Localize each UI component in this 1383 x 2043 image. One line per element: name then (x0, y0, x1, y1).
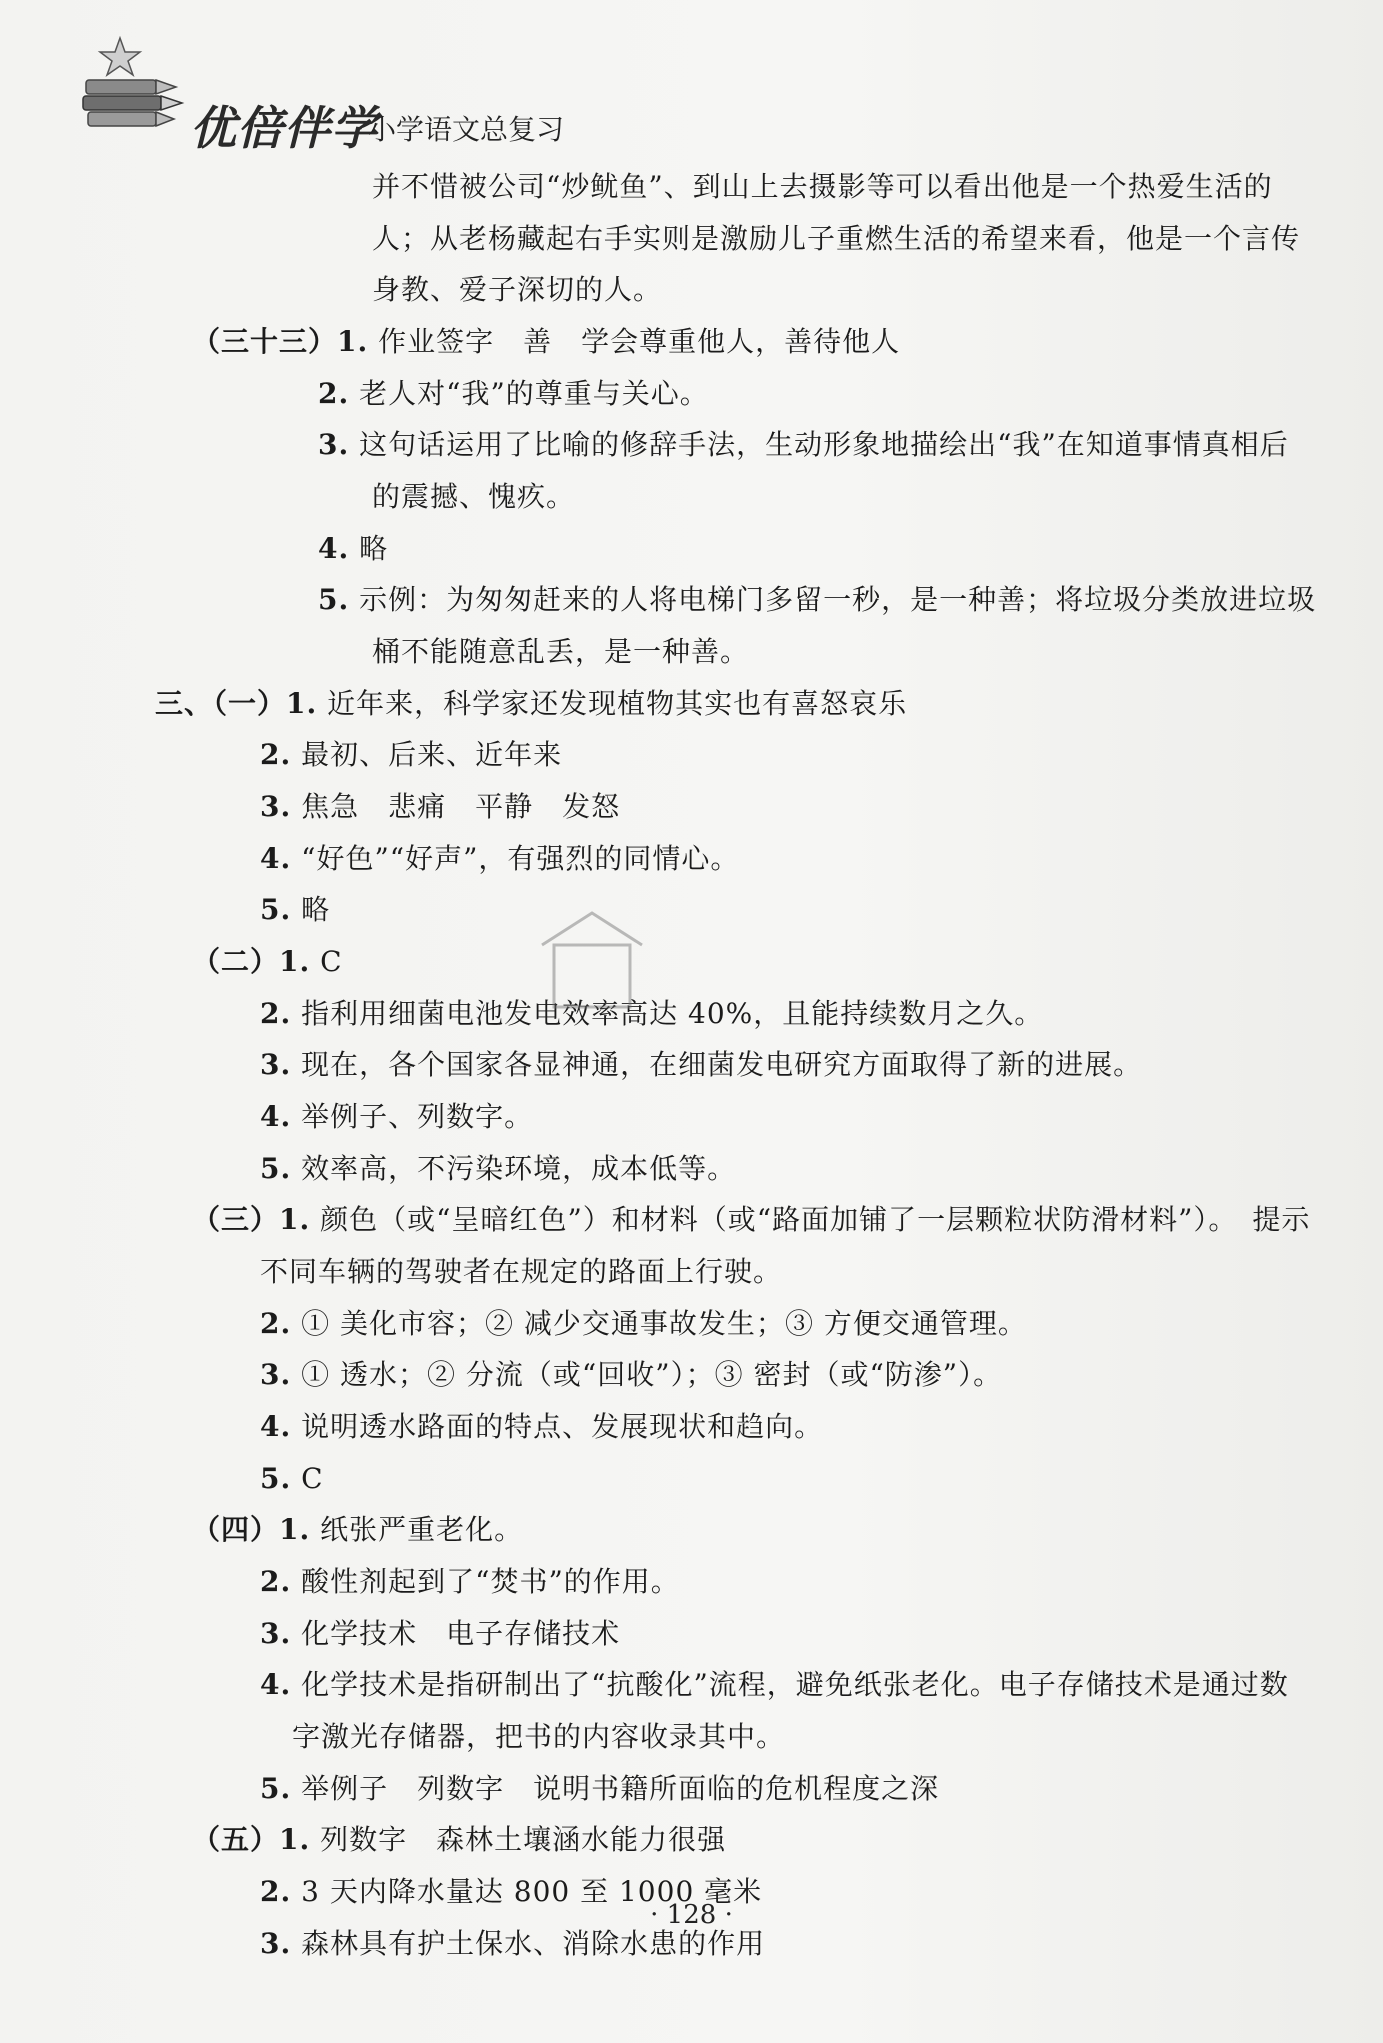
answer-line (260, 1304, 1027, 1344)
answer-line (192, 322, 900, 362)
answer-text: 作业签字 善 学会尊重他人，善待他人 (368, 325, 901, 358)
answer-line (372, 270, 662, 310)
answer-text: 举例子 列数字 说明书籍所面临的危机程度之深 (291, 1772, 940, 1805)
answer-line (260, 1097, 533, 1137)
answer-text: 人；从老杨藏起右手实则是激励儿子重燃生活的希望来看，他是一个言传 (372, 222, 1301, 255)
answer-text: 略 (291, 893, 331, 926)
page-number: · 128 · (650, 1900, 733, 1930)
question-number: 4. (260, 1668, 292, 1701)
question-number: 4. (260, 1410, 292, 1443)
answer-text: 颜色（或“呈暗红色”）和材料（或“路面加铺了一层颗粒状防滑材料”）。 提示 (310, 1203, 1311, 1236)
question-number: 2. (260, 1307, 292, 1340)
question-number: 4. (260, 842, 292, 875)
answer-text: “好色”“好声”，有强烈的同情心。 (291, 842, 740, 875)
answer-text: 不同车辆的驾驶者在规定的路面上行驶。 (260, 1255, 783, 1288)
answer-line (260, 1045, 1142, 1085)
answer-text: 说明透水路面的特点、发展现状和趋向。 (291, 1410, 824, 1443)
answer-text: 身教、爱子深切的人。 (372, 273, 663, 306)
answer-text: 桶不能随意乱丢，是一种善。 (372, 635, 750, 668)
question-number: 3. (260, 1617, 292, 1650)
question-number: 4. (318, 532, 350, 565)
answer-text: 列数字 森林土壤涵水能力很强 (310, 1823, 727, 1856)
answer-line (260, 1769, 939, 1809)
answer-line (192, 942, 343, 982)
answer-line (260, 1407, 823, 1447)
answer-text: 化学技术 电子存储技术 (291, 1617, 621, 1650)
answer-text: 酸性剂起到了“焚书”的作用。 (291, 1565, 680, 1598)
answer-text: 最初、后来、近年来 (291, 738, 563, 771)
answer-text: 这句话运用了比喻的修辞手法，生动形象地描绘出“我”在知道事情真相后 (349, 428, 1289, 461)
answer-text: 举例子、列数字。 (291, 1100, 534, 1133)
question-number: 3. (260, 790, 292, 823)
answer-line (318, 529, 388, 569)
question-number: 3. (260, 1358, 292, 1391)
question-number: 2. (318, 377, 350, 410)
answer-line (192, 1200, 1310, 1240)
answer-line (192, 1510, 523, 1550)
answer-text: C (291, 1462, 324, 1495)
answer-text: 字激光存储器，把书的内容收录其中。 (292, 1720, 786, 1753)
answer-text: 现在，各个国家各显神通，在细菌发电研究方面取得了新的进展。 (291, 1048, 1143, 1081)
answer-line (260, 1459, 324, 1499)
answer-line (155, 684, 907, 724)
homework-stamp-icon (532, 905, 652, 1015)
answer-text: ① 美化市容；② 减少交通事故发生；③ 方便交通管理。 (291, 1307, 1027, 1340)
question-number: 三、（一）1. (155, 687, 318, 720)
answer-line (192, 1820, 726, 1860)
question-number: （二）1. (192, 945, 311, 978)
answer-text: 并不惜被公司“炒鱿鱼”、到山上去摄影等可以看出他是一个热爱生活的 (372, 170, 1273, 203)
answer-line (372, 219, 1300, 259)
answer-text: 森林具有护土保水、消除水患的作用 (291, 1927, 766, 1960)
question-number: 3. (260, 1048, 292, 1081)
answer-line (372, 477, 575, 517)
answer-text: 指利用细菌电池发电效率高达 40%，且能持续数月之久。 (291, 997, 1044, 1030)
answer-text: 焦急 悲痛 平静 发怒 (291, 790, 621, 823)
brand-title: 优倍伴学 (190, 101, 378, 155)
question-number: （五）1. (192, 1823, 311, 1856)
question-number: 5. (260, 893, 292, 926)
question-number: （三）1. (192, 1203, 311, 1236)
answer-line (318, 425, 1289, 465)
answer-line (260, 735, 562, 775)
answer-text: 老人对“我”的尊重与关心。 (349, 377, 709, 410)
question-number: 5. (318, 583, 350, 616)
question-number: 3. (318, 428, 350, 461)
question-number: 2. (260, 1565, 292, 1598)
question-number: 5. (260, 1152, 292, 1185)
answer-line (260, 890, 330, 930)
question-number: 2. (260, 1875, 292, 1908)
answer-line (260, 1924, 765, 1964)
question-number: 5. (260, 1772, 292, 1805)
answer-line (260, 839, 739, 879)
answer-line (260, 1355, 1002, 1395)
answer-line (260, 1614, 620, 1654)
book-pencil-logo-icon (78, 30, 188, 140)
answer-text: 近年来，科学家还发现植物其实也有喜怒哀乐 (317, 687, 908, 720)
answer-line (260, 1252, 782, 1292)
answer-line (260, 1149, 736, 1189)
question-number: （四）1. (192, 1513, 311, 1546)
question-number: 4. (260, 1100, 292, 1133)
answer-text: 略 (349, 532, 389, 565)
answer-text: 效率高，不污染环境，成本低等。 (291, 1152, 737, 1185)
answer-line (260, 787, 620, 827)
page-header (78, 30, 638, 155)
answer-text: ① 透水；② 分流（或“回收”）；③ 密封（或“防渗”）。 (291, 1358, 1003, 1391)
question-number: （三十三）1. (192, 325, 369, 358)
answer-text: 的震撼、愧疚。 (372, 480, 576, 513)
book-subtitle: 小学语文总复习 (368, 113, 565, 146)
answer-text: 示例：为匆匆赶来的人将电梯门多留一秒，是一种善；将垃圾分类放进垃圾 (349, 583, 1317, 616)
answer-line (292, 1717, 785, 1757)
answer-line (372, 632, 749, 672)
question-number: 5. (260, 1462, 292, 1495)
answer-line (318, 580, 1316, 620)
answer-text: C (310, 945, 343, 978)
answer-line (318, 374, 709, 414)
answer-line (372, 167, 1273, 207)
question-number: 3. (260, 1927, 292, 1960)
answer-text: 3 天内降水量达 800 至 1000 毫米 (291, 1875, 763, 1908)
answer-line (260, 1562, 680, 1602)
answer-text: 纸张严重老化。 (310, 1513, 524, 1546)
question-number: 2. (260, 997, 292, 1030)
answer-line (260, 1665, 1289, 1705)
question-number: 2. (260, 738, 292, 771)
answer-text: 化学技术是指研制出了“抗酸化”流程，避免纸张老化。电子存储技术是通过数 (291, 1668, 1289, 1701)
